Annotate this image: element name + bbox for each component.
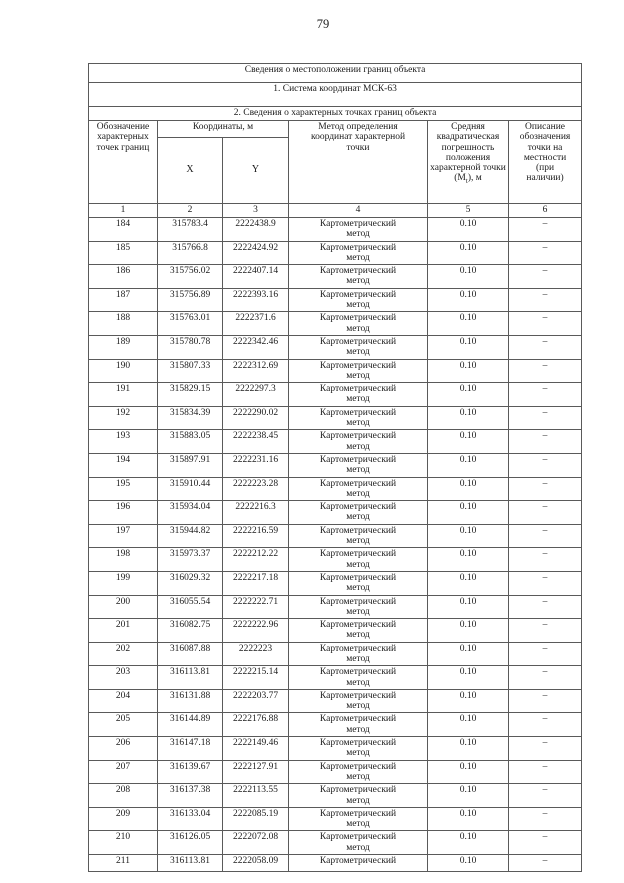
point-desc-cell: –	[509, 619, 582, 643]
point-desc-cell: –	[509, 312, 582, 336]
method-text: Картометрический метод	[319, 667, 397, 688]
point-id-cell: 184	[89, 218, 158, 242]
method-cell	[289, 430, 428, 454]
mt-error-cell: 0.10	[428, 619, 509, 643]
coord-x-cell: 316144.89	[158, 713, 223, 737]
coord-y-cell: 2222215.14	[223, 666, 289, 690]
point-id-cell: 207	[89, 760, 158, 784]
point-id-cell: 205	[89, 713, 158, 737]
coord-y-cell: 2222312.69	[223, 359, 289, 383]
point-id-cell: 204	[89, 689, 158, 713]
table-row	[89, 666, 582, 690]
coord-y-cell: 2222149.46	[223, 737, 289, 761]
mt-error-cell: 0.10	[428, 807, 509, 831]
method-cell	[289, 760, 428, 784]
point-desc-cell: –	[509, 453, 582, 477]
coord-y-cell: 2222407.14	[223, 265, 289, 289]
method-text: Картометрический метод	[319, 572, 397, 594]
coord-y-cell: 2222290.02	[223, 406, 289, 430]
coord-x-cell: 316139.67	[158, 760, 223, 784]
table-row	[89, 831, 582, 855]
coord-x-cell: 316113.81	[158, 855, 223, 872]
point-id-cell: 192	[89, 406, 158, 430]
method-text: Картометрический метод	[319, 431, 397, 452]
point-desc-cell: –	[509, 713, 582, 737]
method-text: Картометрический	[319, 856, 397, 867]
method-cell	[289, 831, 428, 855]
point-id-cell: 190	[89, 359, 158, 383]
table-row	[89, 265, 582, 289]
coordinate-system-label: 1. Система координат МСК-63	[89, 83, 582, 107]
header-mt-error-text: Средняя квадратическая погрешность положения характерной точки $(M_t)$, м	[430, 122, 506, 186]
mt-error-cell: 0.10	[428, 406, 509, 430]
point-desc-cell: –	[509, 335, 582, 359]
header-row-1	[89, 121, 582, 138]
method-text: Картометрический метод	[319, 454, 397, 476]
point-desc-cell: –	[509, 383, 582, 407]
mt-error-cell: 0.10	[428, 855, 509, 872]
mt-error-cell: 0.10	[428, 430, 509, 454]
table-row	[89, 288, 582, 312]
coord-y-cell: 2222127.91	[223, 760, 289, 784]
coord-y-cell: 2222176.88	[223, 713, 289, 737]
method-cell	[289, 335, 428, 359]
method-text: Картометрический метод	[319, 478, 397, 499]
method-cell	[289, 666, 428, 690]
coord-y-cell: 2222231.16	[223, 453, 289, 477]
mt-error-cell: 0.10	[428, 737, 509, 761]
point-id-cell: 200	[89, 595, 158, 619]
coord-y-cell: 2222223	[223, 642, 289, 666]
coord-x-cell: 315897.91	[158, 453, 223, 477]
method-text: Картометрический метод	[319, 620, 397, 641]
coord-y-cell: 2222212.22	[223, 548, 289, 572]
point-id-cell: 186	[89, 265, 158, 289]
coord-x-cell: 315910.44	[158, 477, 223, 501]
header-description	[509, 121, 582, 204]
method-text: Картометрический метод	[319, 336, 397, 358]
mt-error-cell: 0.10	[428, 265, 509, 289]
point-id-cell: 203	[89, 666, 158, 690]
mt-error-cell: 0.10	[428, 689, 509, 713]
method-text: Картометрический метод	[319, 785, 397, 806]
coord-x-cell: 316082.75	[158, 619, 223, 643]
table-row	[89, 477, 582, 501]
mt-error-cell: 0.10	[428, 241, 509, 265]
coord-x-cell: 316126.05	[158, 831, 223, 855]
method-text: Картометрический метод	[319, 266, 397, 287]
coord-x-cell: 316113.81	[158, 666, 223, 690]
coord-x-cell: 315807.33	[158, 359, 223, 383]
point-id-cell: 193	[89, 430, 158, 454]
coordinate-system-row	[89, 83, 582, 107]
table-row	[89, 383, 582, 407]
column-number-5: 5	[428, 204, 509, 218]
header-method	[289, 121, 428, 204]
header-designation-text: Обозначение характерных точек границ	[96, 122, 150, 153]
table-row	[89, 784, 582, 808]
point-desc-cell: –	[509, 571, 582, 595]
point-desc-cell: –	[509, 501, 582, 525]
header-designation	[89, 121, 158, 204]
column-number-4: 4	[289, 204, 428, 218]
method-cell	[289, 524, 428, 548]
point-id-cell: 196	[89, 501, 158, 525]
coord-x-cell: 316131.88	[158, 689, 223, 713]
point-desc-cell: –	[509, 689, 582, 713]
coord-y-cell: 2222216.3	[223, 501, 289, 525]
coord-x-cell: 316029.32	[158, 571, 223, 595]
table-row	[89, 595, 582, 619]
header-method-text: Метод определения координат характерной точки	[310, 122, 406, 153]
table-row	[89, 619, 582, 643]
mt-error-cell: 0.10	[428, 477, 509, 501]
coord-x-cell: 315756.02	[158, 265, 223, 289]
coord-x-cell: 315829.15	[158, 383, 223, 407]
coord-x-cell: 316133.04	[158, 807, 223, 831]
mt-error-cell: 0.10	[428, 312, 509, 336]
table-row	[89, 453, 582, 477]
coord-y-cell: 2222223.28	[223, 477, 289, 501]
header-y: Y	[223, 138, 289, 204]
mt-error-cell: 0.10	[428, 548, 509, 572]
coord-x-cell: 316087.88	[158, 642, 223, 666]
point-desc-cell: –	[509, 831, 582, 855]
point-desc-cell: –	[509, 737, 582, 761]
header-coordinates-group: Координаты, м	[158, 121, 289, 138]
method-text: Картометрический метод	[319, 690, 397, 712]
coord-x-cell: 315834.39	[158, 406, 223, 430]
mt-error-cell: 0.10	[428, 760, 509, 784]
table-row	[89, 430, 582, 454]
mt-error-cell: 0.10	[428, 666, 509, 690]
coord-y-cell: 2222222.96	[223, 619, 289, 643]
coord-x-cell: 315763.01	[158, 312, 223, 336]
method-text: Картометрический метод	[319, 643, 397, 664]
table-row	[89, 807, 582, 831]
coord-y-cell: 2222072.08	[223, 831, 289, 855]
mt-error-cell: 0.10	[428, 501, 509, 525]
point-id-cell: 202	[89, 642, 158, 666]
point-id-cell: 211	[89, 855, 158, 872]
coord-x-cell: 316137.38	[158, 784, 223, 808]
method-cell	[289, 807, 428, 831]
method-text: Картометрический метод	[319, 219, 397, 240]
header-x: X	[158, 138, 223, 204]
table-row	[89, 359, 582, 383]
coord-x-cell: 315934.04	[158, 501, 223, 525]
coord-y-cell: 2222216.59	[223, 524, 289, 548]
method-text: Картометрический метод	[319, 738, 397, 759]
mt-error-cell: 0.10	[428, 571, 509, 595]
header-description-text: Описание обозначения точки на местности (при наличии)	[519, 122, 571, 184]
table-title: Сведения о местоположении границ объекта	[89, 64, 582, 83]
point-desc-cell: –	[509, 666, 582, 690]
header-mt-error	[428, 121, 509, 204]
point-desc-cell: –	[509, 265, 582, 289]
coord-x-cell: 315766.8	[158, 241, 223, 265]
mt-error-cell: 0.10	[428, 359, 509, 383]
method-cell	[289, 855, 428, 872]
method-cell	[289, 619, 428, 643]
mt-error-cell: 0.10	[428, 831, 509, 855]
table-row	[89, 501, 582, 525]
point-id-cell: 209	[89, 807, 158, 831]
mt-error-cell: 0.10	[428, 784, 509, 808]
coord-x-cell: 316147.18	[158, 737, 223, 761]
point-id-cell: 194	[89, 453, 158, 477]
mt-error-cell: 0.10	[428, 453, 509, 477]
section2-label: 2. Сведения о характерных точках границ объекта	[89, 107, 582, 121]
method-text: Картометрический метод	[319, 714, 397, 735]
coord-x-cell: 315756.89	[158, 288, 223, 312]
coord-x-cell: 315973.37	[158, 548, 223, 572]
method-text: Картометрический метод	[319, 761, 397, 782]
point-desc-cell: –	[509, 524, 582, 548]
mt-error-cell: 0.10	[428, 218, 509, 242]
method-cell	[289, 642, 428, 666]
method-text: Картометрический метод	[319, 808, 397, 830]
point-desc-cell: –	[509, 359, 582, 383]
method-cell	[289, 453, 428, 477]
coord-y-cell: 2222238.45	[223, 430, 289, 454]
table-row	[89, 312, 582, 336]
point-id-cell: 187	[89, 288, 158, 312]
point-id-cell: 191	[89, 383, 158, 407]
coord-x-cell: 315944.82	[158, 524, 223, 548]
method-cell	[289, 359, 428, 383]
point-desc-cell: –	[509, 218, 582, 242]
method-cell	[289, 312, 428, 336]
point-id-cell: 185	[89, 241, 158, 265]
table-row	[89, 571, 582, 595]
table-row	[89, 737, 582, 761]
coord-x-cell: 315780.78	[158, 335, 223, 359]
point-id-cell: 208	[89, 784, 158, 808]
point-id-cell: 197	[89, 524, 158, 548]
point-desc-cell: –	[509, 288, 582, 312]
coord-y-cell: 2222222.71	[223, 595, 289, 619]
column-number-1: 1	[89, 204, 158, 218]
coord-x-cell: 316055.54	[158, 595, 223, 619]
method-text: Картометрический метод	[319, 242, 397, 263]
table-row	[89, 335, 582, 359]
method-cell	[289, 218, 428, 242]
coord-y-cell: 2222342.46	[223, 335, 289, 359]
point-id-cell: 188	[89, 312, 158, 336]
boundary-points-table	[88, 63, 582, 872]
point-desc-cell: –	[509, 406, 582, 430]
point-desc-cell: –	[509, 784, 582, 808]
coord-x-cell: 315883.05	[158, 430, 223, 454]
method-cell	[289, 501, 428, 525]
table-row	[89, 241, 582, 265]
method-text: Картометрический метод	[319, 384, 397, 405]
method-text: Картометрический метод	[319, 525, 397, 547]
table-row	[89, 548, 582, 572]
method-text: Картометрический метод	[319, 502, 397, 523]
method-text: Картометрический метод	[319, 313, 397, 334]
table-row	[89, 642, 582, 666]
method-cell	[289, 477, 428, 501]
method-text: Картометрический метод	[319, 832, 397, 853]
mt-error-cell: 0.10	[428, 642, 509, 666]
coord-y-cell: 2222424.92	[223, 241, 289, 265]
table-row	[89, 760, 582, 784]
coord-y-cell: 2222113.55	[223, 784, 289, 808]
mt-error-cell: 0.10	[428, 524, 509, 548]
point-id-cell: 201	[89, 619, 158, 643]
table-row	[89, 713, 582, 737]
coord-y-cell: 2222438.9	[223, 218, 289, 242]
table-row	[89, 218, 582, 242]
method-cell	[289, 406, 428, 430]
method-cell	[289, 689, 428, 713]
coord-y-cell: 2222393.16	[223, 288, 289, 312]
method-cell	[289, 383, 428, 407]
table-row	[89, 524, 582, 548]
mt-subscript: t	[465, 177, 468, 186]
point-id-cell: 206	[89, 737, 158, 761]
point-desc-cell: –	[509, 855, 582, 872]
coord-y-cell: 2222085.19	[223, 807, 289, 831]
column-number-2: 2	[158, 204, 223, 218]
table-row	[89, 855, 582, 872]
coord-y-cell: 2222297.3	[223, 383, 289, 407]
point-desc-cell: –	[509, 595, 582, 619]
coord-x-cell: 315783.4	[158, 218, 223, 242]
method-cell	[289, 241, 428, 265]
method-text: Картометрический метод	[319, 596, 397, 617]
method-cell	[289, 548, 428, 572]
point-id-cell: 199	[89, 571, 158, 595]
point-id-cell: 210	[89, 831, 158, 855]
point-desc-cell: –	[509, 807, 582, 831]
column-number-6: 6	[509, 204, 582, 218]
method-cell	[289, 288, 428, 312]
coord-y-cell: 2222203.77	[223, 689, 289, 713]
point-desc-cell: –	[509, 477, 582, 501]
table-title-row	[89, 64, 582, 83]
column-numbers-row	[89, 204, 582, 218]
points-tbody	[89, 218, 582, 872]
mt-error-cell: 0.10	[428, 595, 509, 619]
point-id-cell: 195	[89, 477, 158, 501]
method-text: Картометрический метод	[319, 360, 397, 381]
mt-error-cell: 0.10	[428, 288, 509, 312]
coord-y-cell: 2222058.09	[223, 855, 289, 872]
method-cell	[289, 265, 428, 289]
point-desc-cell: –	[509, 241, 582, 265]
mt-error-cell: 0.10	[428, 335, 509, 359]
method-cell	[289, 713, 428, 737]
point-desc-cell: –	[509, 548, 582, 572]
method-cell	[289, 737, 428, 761]
point-id-cell: 198	[89, 548, 158, 572]
mt-error-cell: 0.10	[428, 383, 509, 407]
column-number-3: 3	[223, 204, 289, 218]
mt-error-cell: 0.10	[428, 713, 509, 737]
method-cell	[289, 571, 428, 595]
table-row	[89, 689, 582, 713]
method-text: Картометрический метод	[319, 407, 397, 429]
table-row	[89, 406, 582, 430]
point-desc-cell: –	[509, 642, 582, 666]
method-cell	[289, 784, 428, 808]
method-cell	[289, 595, 428, 619]
point-desc-cell: –	[509, 430, 582, 454]
page-number: 79	[316, 17, 330, 31]
coord-y-cell: 2222371.6	[223, 312, 289, 336]
section2-row	[89, 107, 582, 121]
method-text: Картометрический метод	[319, 289, 397, 311]
point-id-cell: 189	[89, 335, 158, 359]
point-desc-cell: –	[509, 760, 582, 784]
coord-y-cell: 2222217.18	[223, 571, 289, 595]
method-text: Картометрический метод	[319, 549, 397, 570]
